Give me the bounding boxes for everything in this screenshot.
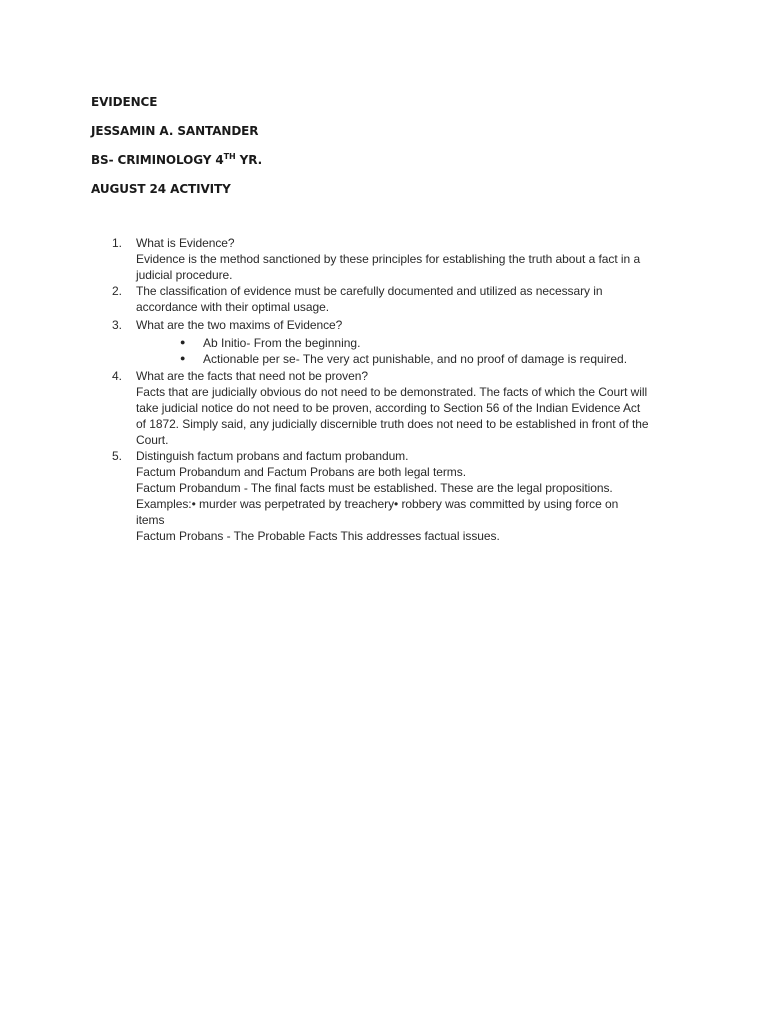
item-number-2: 2.: [112, 284, 123, 298]
item-5-answer-line: items: [136, 513, 165, 527]
course-suffix: YR.: [235, 153, 263, 167]
item-2-line: accordance with their optimal usage.: [136, 300, 329, 314]
item-4-answer-line: of 1872. Simply said, any judicially discernible truth does not need to be established in front of the: [136, 417, 649, 431]
document-title: EVIDENCE: [91, 95, 158, 109]
item-5-answer-line: Examples:• murder was perpetrated by treachery• robbery was committed by using force on: [136, 497, 619, 511]
item-3-bullet: Actionable per se- The very act punishable, and no proof of damage is required.: [203, 352, 628, 366]
item-4-answer-line: Court.: [136, 433, 169, 447]
item-5-answer-line: Factum Probandum and Factum Probans are both legal terms.: [136, 465, 466, 479]
item-5-question: Distinguish factum probans and factum probandum.: [136, 449, 409, 463]
item-4-answer-line: take judicial notice do not need to be proven, according to Section 56 of the Indian Evidence Act: [136, 401, 641, 415]
item-3-bullet: Ab Initio- From the beginning.: [203, 336, 361, 350]
author-name: JESSAMIN A. SANTANDER: [91, 124, 259, 138]
item-number-5: 5.: [112, 449, 123, 463]
item-5-answer-line: Factum Probans - The Probable Facts This addresses factual issues.: [136, 529, 500, 543]
item-3-question: What are the two maxims of Evidence?: [136, 318, 343, 332]
item-2-line: The classification of evidence must be carefully documented and utilized as necessary in: [136, 284, 603, 298]
item-1-answer-line: judicial procedure.: [136, 268, 233, 282]
item-4-answer-line: Facts that are judicially obvious do not need to be demonstrated. The facts of which the Court will: [136, 385, 648, 399]
item-number-1: 1.: [112, 236, 123, 250]
course-superscript: TH: [223, 152, 236, 161]
item-5-answer-line: Factum Probandum - The final facts must be established. These are the legal propositions.: [136, 481, 613, 495]
item-1-answer-line: Evidence is the method sanctioned by these principles for establishing the truth about a fact in a: [136, 252, 641, 266]
bullet-icon: ●: [180, 353, 186, 363]
course-line: [91, 153, 262, 167]
item-number-3: 3.: [112, 318, 123, 332]
course-prefix: BS- CRIMINOLOGY 4: [91, 153, 224, 167]
bullet-icon: ●: [180, 337, 186, 347]
item-1-question: What is Evidence?: [136, 236, 235, 250]
item-number-4: 4.: [112, 369, 123, 383]
item-4-question: What are the facts that need not be proven?: [136, 369, 369, 383]
activity-title: AUGUST 24 ACTIVITY: [91, 182, 231, 196]
